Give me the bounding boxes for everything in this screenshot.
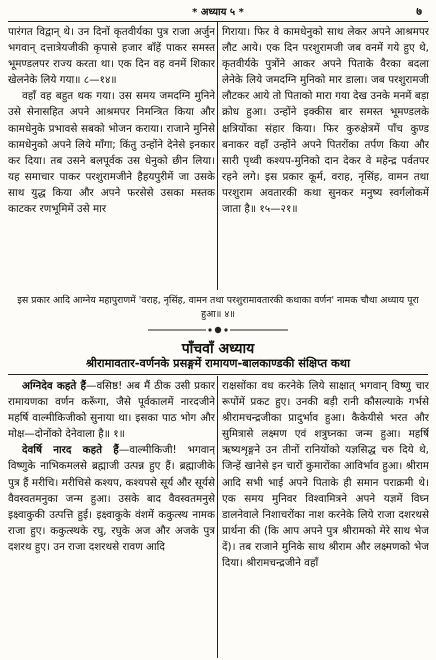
paragraph: गिराया। फिर वे कामधेनुको साथ लेकर अपने आश्रमपर लौट आये। एक दिन परशुरामजी जब वनमें गये हुए थे, कृतवीर्यके पुत्रोंने आकर अपने पिताके वैरका बदला लेनेके लिये जमदग्नि मुनिको मार डाला। जब परशुरामजी लौटकर आये तो पिताको मारा गया देख उनके मनमें बड़ा क्रोध हुआ। उन्होंने इक्कीस बार समस्त भूमण्डलके क्षत्रियोंका संहार किया। फिर कुरुक्षेत्रमें पाँच कुण्ड बनाकर वहाँ उन्होंने अपने पितरोंका तर्पण किया और सारी पृथ्वी कश्यप-मुनिको दान देकर वे महेन्द्र पर्वतपर रहने लगे। इस प्रकार कूर्म, वराह, नृसिंह, वामन तथा परशुराम अवतारकी कथा सुनकर मनुष्य स्वर्गलोकमें जाता है॥ १५—२१॥ <box>222 26 429 216</box>
column-divider <box>217 22 218 290</box>
paragraph <box>8 442 215 555</box>
paragraph-text: —वाल्मीकिजी! भगवान् विष्णुके नाभिकमलसे ब्रह्माजी उत्पन्न हुए हैं। ब्रह्माजीके पुत्र हैं मरीचि। मरीचिसे कश्यप, कश्यपसे सूर्य और सूर्यसे वैवस्वतमनुका जन्म हुआ। उसके बाद वैवस्वतमनुसे इक्ष्वाकुकी उत्पत्ति हुई। इक्ष्वाकुके वंशमें ककुत्स्थ नामक राजा हुए। ककुत्स्थके रघु, रघुके अज और अजके पुत्र दशरथ हुए। उन राजा दशरथसे रावण आदि <box>8 444 215 553</box>
speaker-label: देवर्षि नारद कहते हैं <box>22 444 119 457</box>
header-rule <box>8 21 428 22</box>
section-rule <box>8 374 428 375</box>
paragraph <box>8 378 215 442</box>
bottom-right-column <box>222 378 429 656</box>
speaker-label: अग्निदेव कहते हैं <box>22 380 87 392</box>
chapter-title: पाँचवाँ अध्याय <box>181 341 255 357</box>
chapter-colophon: इस प्रकार आदि आग्नेय महापुराणमें 'वराह, नृसिंह, वामन तथा परशुरामावतारकी कथाका वर्णन' नामक चौथा अध्याय पूरा हुआ॥ ४॥ <box>17 295 419 320</box>
bottom-left-column <box>8 378 215 656</box>
chapter-subtitle: श्रीरामावतार-वर्णनके प्रसङ्गमें रामायण-बालकाण्डकी संक्षिप्त कथा <box>85 356 351 370</box>
chapter-running-title: * अध्याय ५ * <box>192 7 244 18</box>
ornament-divider <box>138 325 298 335</box>
paragraph: पारंगत विद्वान् थे। उन दिनों कृतवीर्यका पुत्र राजा अर्जुन भगवान् दत्तात्रेयजीकी कृपासे हजार बाँहें पाकर समस्त भूमण्डलपर राज्य करता था। एक दिन वह वनमें शिकार खेलनेके लिये गया॥ ८—१४॥ <box>8 26 215 87</box>
running-header <box>0 4 436 20</box>
top-right-column <box>222 24 429 288</box>
column-divider <box>217 376 218 658</box>
page-number: ७ <box>416 5 422 18</box>
paragraph: राक्षसोंका वध करनेके लिये साक्षात् भगवान् विष्णु चार रूपोंमें प्रकट हुए। उनकी बड़ी रानी कौसल्याके गर्भसे श्रीरामचन्द्रजीका प्रादुर्भाव हुआ। कैकेयीसे भरत और सुमित्रासे लक्ष्मण एवं शत्रुघ्नका जन्म हुआ। महर्षि ऋष्यशृङ्गने उन तीनों रानियोंको यज्ञसिद्ध चरु दिये थे, जिन्हें खानेसे इन चारों कुमारोंका आविर्भाव हुआ। श्रीराम आदि सभी भाई अपने पिताके ही समान पराक्रमी थे। एक समय मुनिवर विश्वामित्रने अपने यज्ञमें विघ्न डालनेवाले निशाचरोंका नाश करनेके लिये राजा दशरथसे प्रार्थना की (कि आप अपने पुत्र श्रीरामको मेरे साथ भेज दें)। तब राजाने मुनिके साथ श्रीराम और लक्ष्मणको भेज दिया। श्रीरामचन्द्रजीने वहाँ <box>222 380 429 570</box>
top-left-column <box>8 24 215 288</box>
paragraph: वहाँ वह बहुत थक गया। उस समय जमदग्नि मुनिने उसे सेनासहित अपने आश्रमपर निमन्त्रित किया और कामधेनुके प्रभावसे सबको भोजन कराया। राजाने मुनिसे कामधेनुको अपने लिये माँगा; किंतु उन्होंने देनेसे इनकार कर दिया। तब उसने बलपूर्वक उस धेनुको छीन लिया। यह समाचार पाकर परशुरामजीने हैहयपुरीमें जा उसके साथ युद्ध किया और अपने फरसेसे उसका मस्तक काटकर रणभूमिमें उसे मार <box>8 90 215 216</box>
paragraph-text: —वसिष्ठ! अब मैं ठीक उसी प्रकार रामायणका वर्णन करूँगा, जैसे पूर्वकालमें नारदजीने महर्षि वाल्मीकिजीको सुनाया था। इसका पाठ भोग और मोक्ष—दोनोंको देनेवाला है॥ १॥ <box>8 380 215 441</box>
